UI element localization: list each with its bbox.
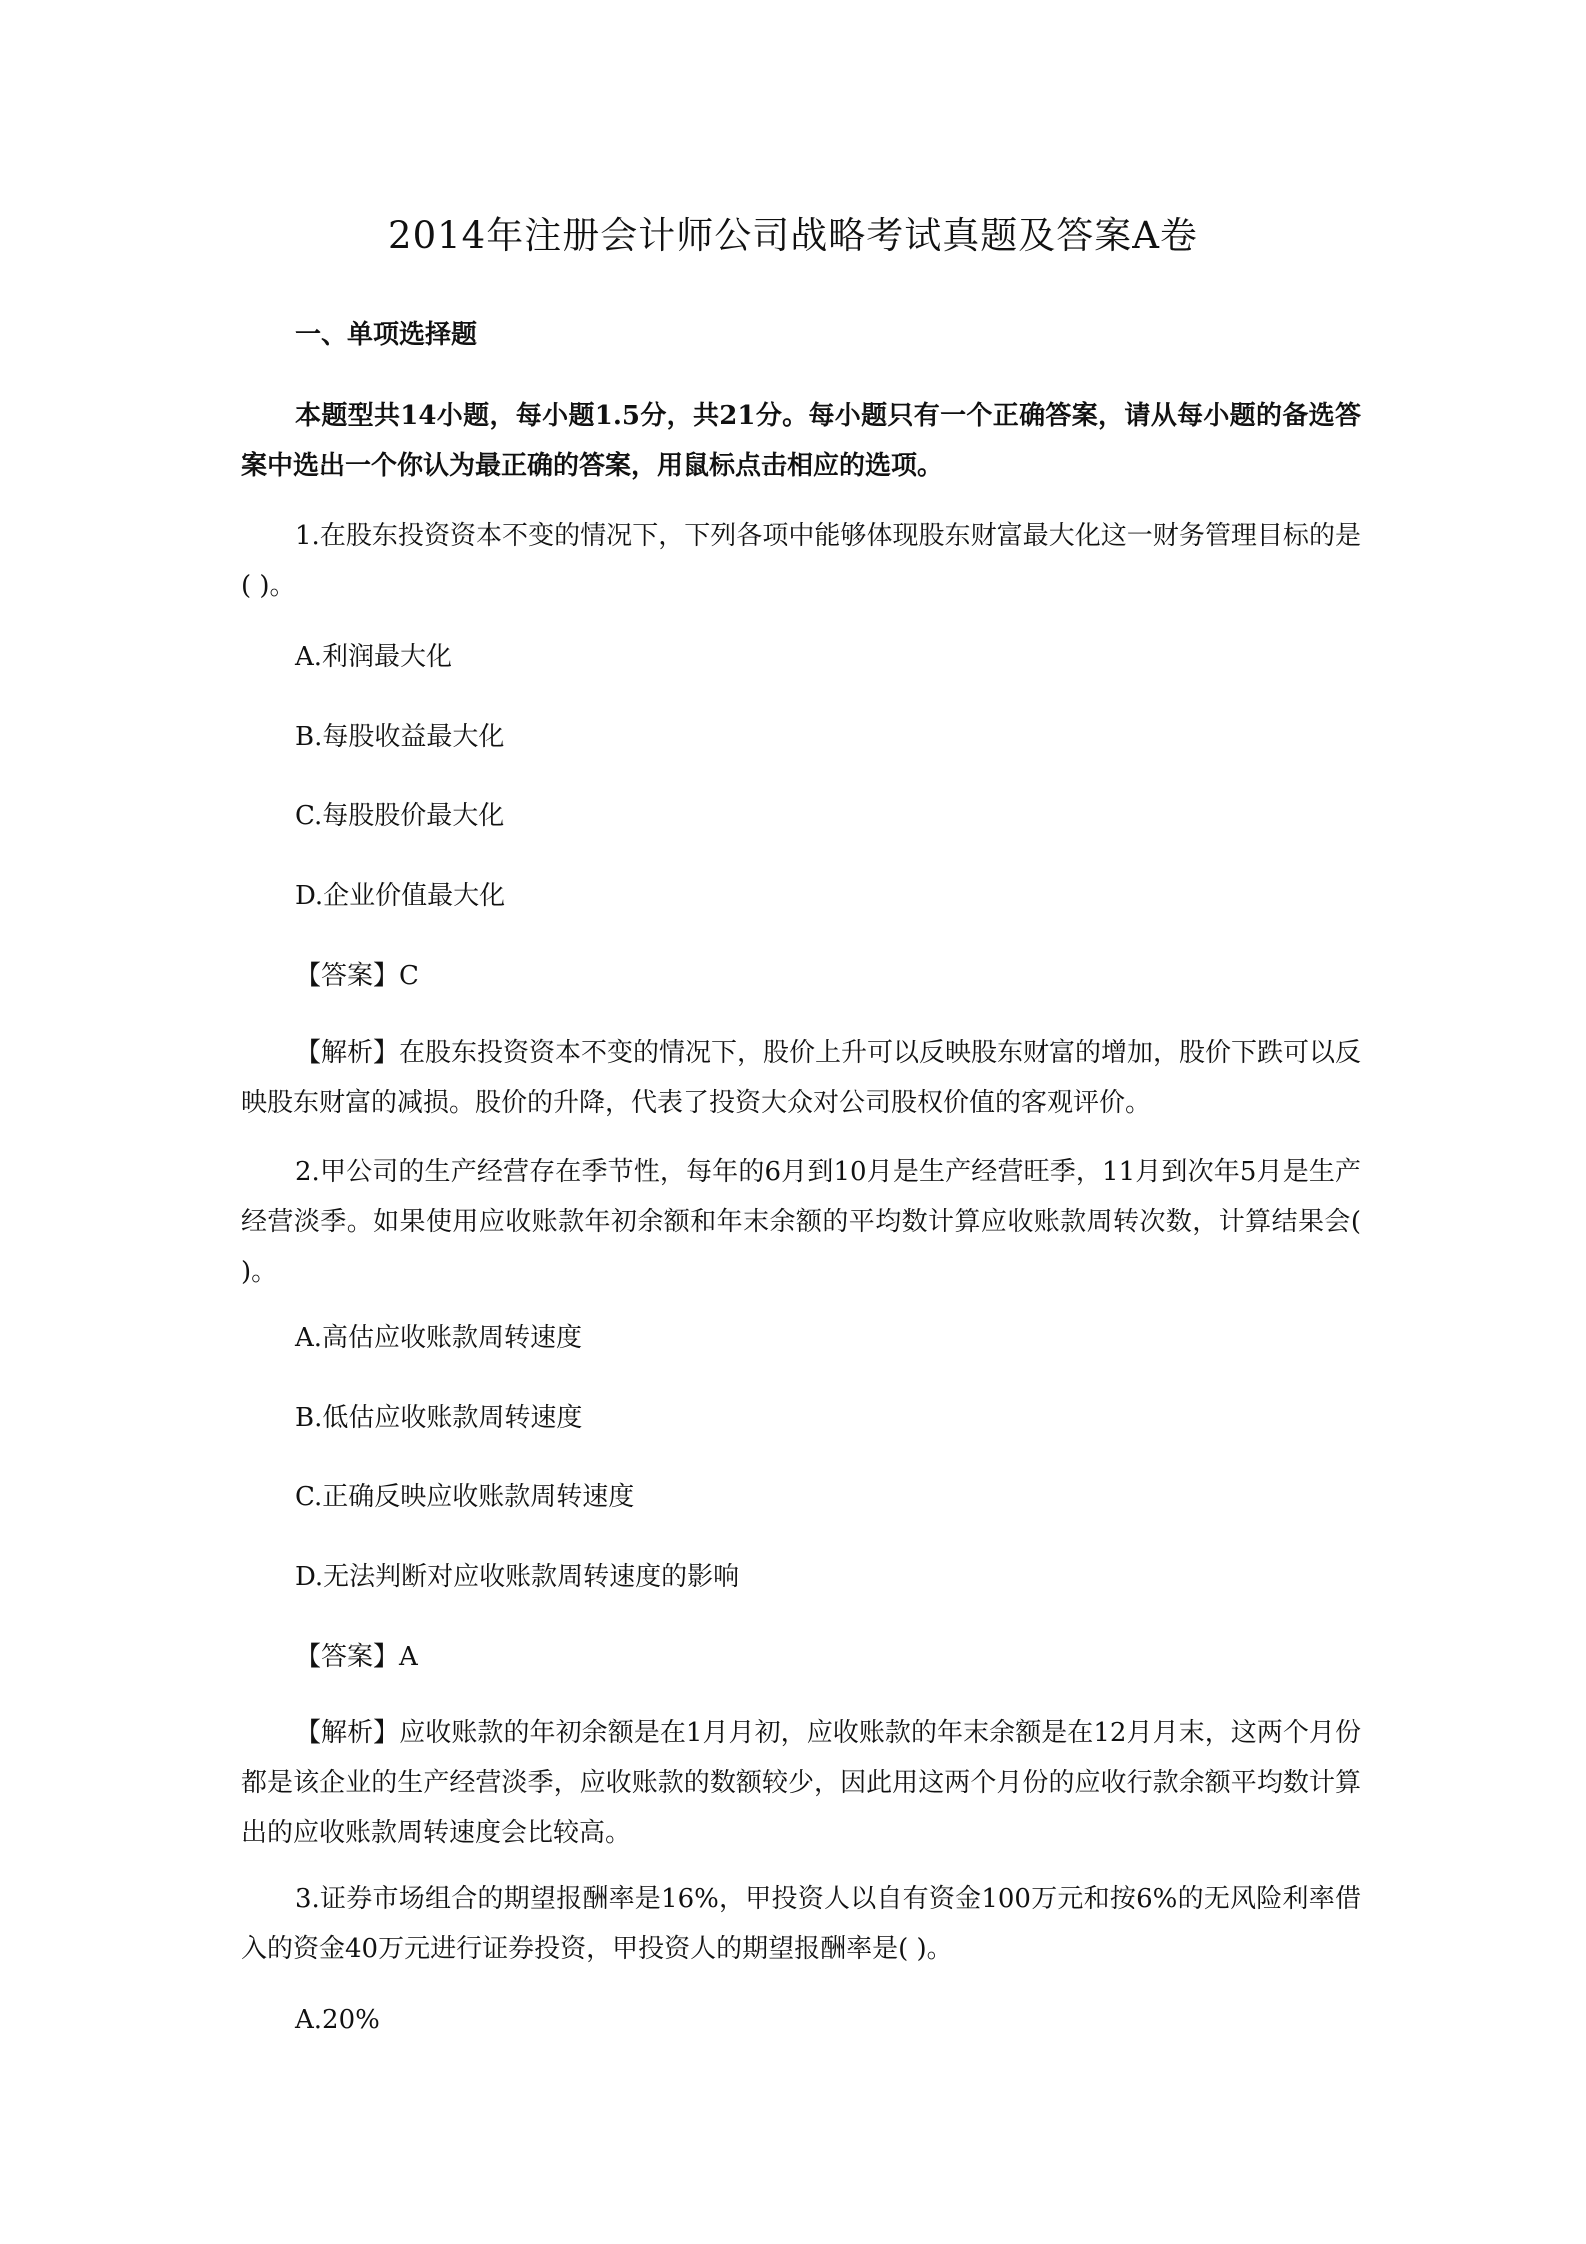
question-2-analysis: 【解析】应收账款的年初余额是在1月月初，应收账款的年末余额是在12月月末，这两个月份都是该企业的生产经营淡季，应收账款的数额较少，因此用这两个月份的应收行款余额平均数计算出的应收账款周转速度会比较高。 bbox=[241, 1718, 1361, 1848]
question-3-stem: 3.证券市场组合的期望报酬率是16%，甲投资人以自有资金100万元和按6%的无风险利率借入的资金40万元进行证券投资，甲投资人的期望报酬率是( )。 bbox=[241, 1884, 1361, 1964]
question-1-answer: 【答案】C bbox=[295, 961, 419, 991]
question-2-option-b: B.低估应收账款周转速度 bbox=[295, 1403, 583, 1433]
question-2-option-c: C.正确反映应收账款周转速度 bbox=[295, 1482, 635, 1512]
section-heading: 一、单项选择题 bbox=[295, 320, 478, 350]
question-1-stem: 1.在股东投资资本不变的情况下，下列各项中能够体现股东财富最大化这一财务管理目标的是( )。 bbox=[241, 521, 1361, 601]
section-instructions: 本题型共14小题，每小题1.5分，共21分。每小题只有一个正确答案，请从每小题的备选答案中选出一个你认为最正确的答案，用鼠标点击相应的选项。 bbox=[241, 401, 1361, 481]
question-1-option-a: A.利润最大化 bbox=[295, 642, 453, 672]
document-title: 2014年注册会计师公司战略考试真题及答案A卷 bbox=[388, 214, 1198, 257]
question-3-option-a: A.20% bbox=[295, 2005, 380, 2035]
question-1-option-c: C.每股股价最大化 bbox=[295, 801, 505, 831]
question-2-option-a: A.高估应收账款周转速度 bbox=[295, 1323, 583, 1353]
question-2-stem: 2.甲公司的生产经营存在季节性，每年的6月到10月是生产经营旺季，11月到次年5月是生产经营淡季。如果使用应收账款年初余额和年末余额的平均数计算应收账款周转次数，计算结果会( )。 bbox=[241, 1157, 1361, 1287]
question-1-analysis: 【解析】在股东投资资本不变的情况下，股价上升可以反映股东财富的增加，股价下跌可以反映股东财富的减损。股价的升降，代表了投资大众对公司股权价值的客观评价。 bbox=[241, 1038, 1362, 1118]
question-2-option-d: D.无法判断对应收账款周转速度的影响 bbox=[295, 1562, 740, 1592]
question-2-answer: 【答案】A bbox=[295, 1642, 418, 1672]
question-1-option-d: D.企业价值最大化 bbox=[295, 881, 506, 911]
question-1-option-b: B.每股收益最大化 bbox=[295, 722, 505, 752]
